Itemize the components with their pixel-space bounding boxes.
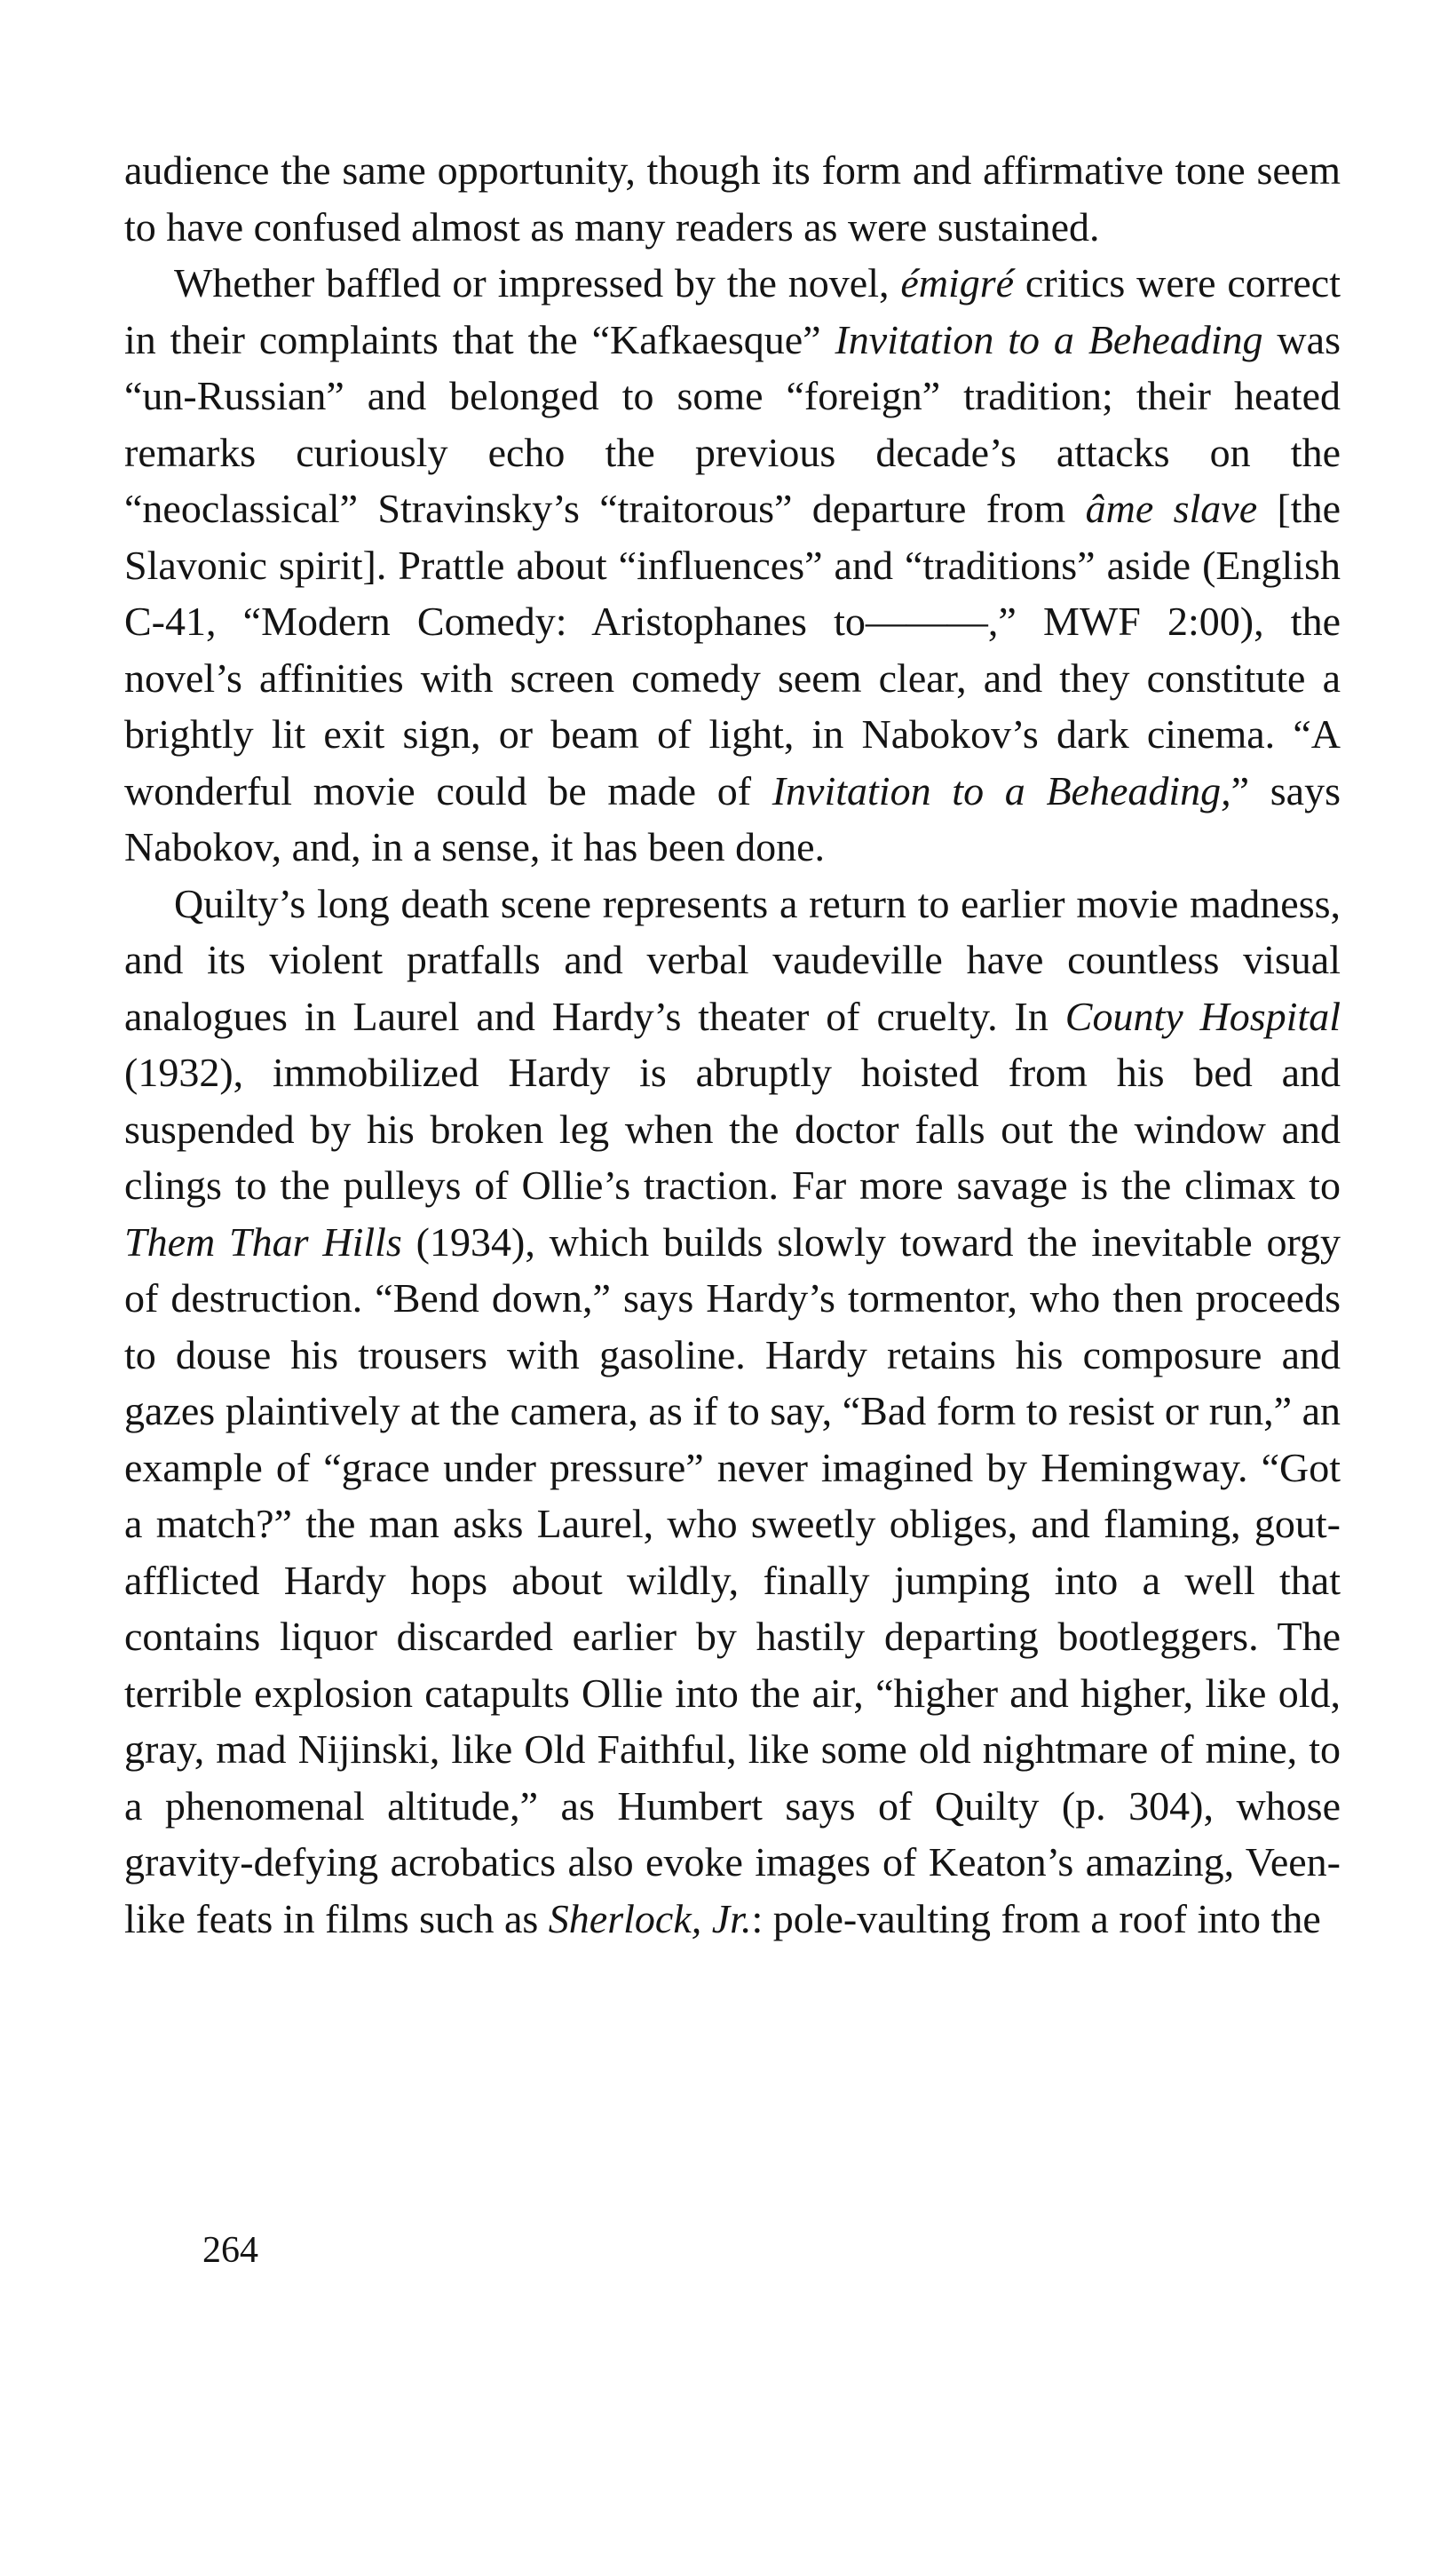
page-number: 264 <box>202 2230 258 2271</box>
text-span: Quilty’s long death scene represents a return to earlier movie madness, and its violent pratfalls and verbal vaudeville have countless visual analogues in Laurel and Hardy’s theater of cruelty. In <box>124 880 1341 1039</box>
paragraph <box>124 142 1341 255</box>
paragraph <box>124 876 1341 1948</box>
page-body <box>124 142 1341 1947</box>
text-span: (1934), which builds slowly toward the inevitable orgy of destruction. “Bend down,” says Hardy’s tormentor, who then proceeds to douse his trousers with gasoline. Hardy retains his composure and gazes plaintively at the camera, as if to say, “Bad form to resist or run,” an example of “grace under pressure” never imagined by Hemingway. “Got a match?” the man asks Laurel, who sweetly obliges, and flaming, gout-afflicted Hardy hops about wildly, finally jumping into a well that contains liquor discarded earlier by hastily departing bootleggers. The terrible explosion catapults Ollie into the air, “higher and higher, like old, gray, mad Nijinski, like Old Faithful, like some old nightmare of mine, to a phenomenal altitude,” as Humbert says of Quilty (p. 304), whose gravity-defying acrobatics also evoke images of Keaton’s amazing, Veen-like feats in films such as <box>124 1218 1341 1941</box>
italic-text: émigré <box>900 260 1015 305</box>
italic-text: Sherlock, Jr. <box>548 1895 752 1941</box>
italic-text: âme slave <box>1085 486 1258 531</box>
italic-text: County Hospital <box>1064 993 1341 1039</box>
text-span: Whether baffled or impressed by the novel, <box>174 260 901 305</box>
text-span: was “un-Russian” and belonged to some “foreign” tradition; their heated remarks curiously echo the previous decade’s attacks on the “neoclassical” Stravinsky’s “traitorous” departure from <box>124 316 1341 531</box>
text-span: audience the same opportunity, though its form and affirmative tone seem to have confused almost as many readers as were sustained. <box>124 147 1341 250</box>
text-span: [the Slavonic spirit]. Prattle about “influences” and “traditions” aside (English C-41, “Modern Comedy: Aristophanes to———,” MWF 2:00), the novel’s affinities with screen comedy seem clear, and they constitute a brightly lit exit sign, or beam of light, in Nabokov’s dark cinema. “A wonderful movie could be made of <box>124 486 1341 813</box>
paragraph <box>124 255 1341 876</box>
italic-text: Invitation to a Beheading <box>835 316 1263 362</box>
text-span: : pole-vaulting from a roof into the <box>751 1895 1321 1941</box>
italic-text: Invitation to a Beheading, <box>772 767 1231 813</box>
italic-text: Them Thar Hills <box>124 1218 402 1265</box>
text-span: ” says Nabokov, and, in a sense, it has been done. <box>124 767 1341 869</box>
text-span: (1932), immobilized Hardy is abruptly hoisted from his bed and suspended by his broken leg when the doctor falls out the window and clings to the pulleys of Ollie’s traction. Far more savage is the climax to <box>124 1050 1341 1208</box>
text-span: critics were correct in their complaints that the “Kafkaesque” <box>124 260 1341 362</box>
